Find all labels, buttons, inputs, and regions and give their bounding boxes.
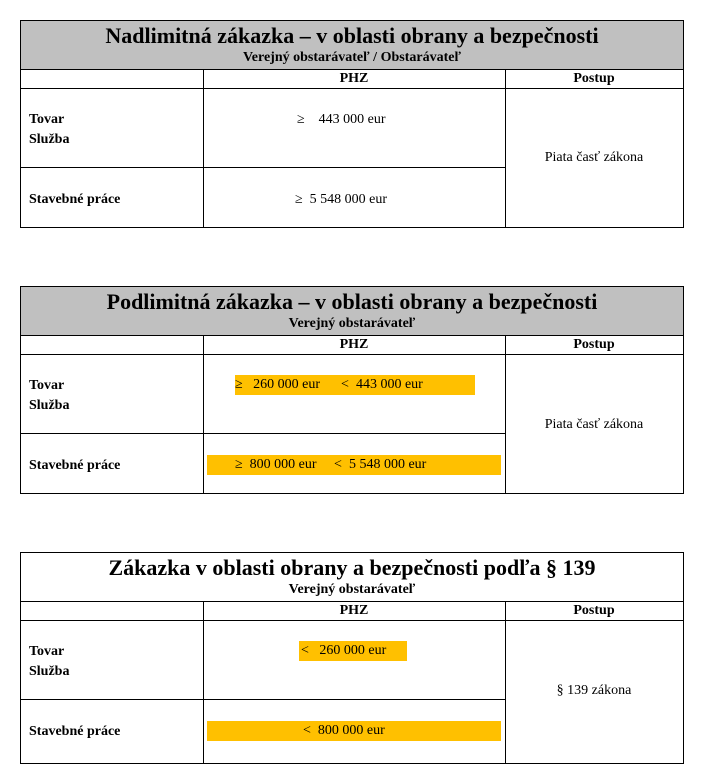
row-label-stavebne-prace: Stavebné práce xyxy=(29,458,121,473)
table-paragraf-139 xyxy=(20,552,684,764)
phz-value-goods-services-highlighted: < 260 000 eur xyxy=(299,641,407,661)
column-divider xyxy=(505,335,506,493)
table-header xyxy=(21,21,683,70)
table-subtitle: Verejný obstarávateľ / Obstarávateľ xyxy=(242,50,462,65)
row-divider xyxy=(21,167,505,168)
table-title: Zákazka v oblasti obrany a bezpečnosti podľa § 139 xyxy=(108,555,596,580)
row-label-sluzba: Služba xyxy=(29,132,70,147)
column-header-phz: PHZ xyxy=(339,603,369,618)
column-header-postup: Postup xyxy=(573,337,615,352)
column-header-phz: PHZ xyxy=(339,337,369,352)
row-label-tovar: Tovar xyxy=(29,112,65,127)
column-header-row xyxy=(21,69,683,89)
column-header-postup: Postup xyxy=(573,71,615,86)
row-divider xyxy=(21,433,505,434)
column-header-row xyxy=(21,601,683,621)
row-label-stavebne-prace: Stavebné práce xyxy=(29,724,121,739)
row-label-tovar: Tovar xyxy=(29,644,65,659)
row-label-sluzba: Služba xyxy=(29,398,70,413)
table-nadlimitna xyxy=(20,20,684,228)
column-divider xyxy=(203,601,204,763)
table-subtitle: Verejný obstarávateľ xyxy=(288,582,416,597)
phz-value-construction-highlighted: ≥ 800 000 eur < 5 548 000 eur xyxy=(207,455,501,475)
row-label-stavebne-prace: Stavebné práce xyxy=(29,192,121,207)
table-subtitle: Verejný obstarávateľ xyxy=(288,316,416,331)
table-title: Nadlimitná zákazka – v oblasti obrany a bezpečnosti xyxy=(105,23,599,48)
table-title: Podlimitná zákazka – v oblasti obrany a bezpečnosti xyxy=(106,289,598,314)
column-divider xyxy=(203,335,204,493)
column-header-postup: Postup xyxy=(573,603,615,618)
row-divider xyxy=(21,699,505,700)
phz-value-construction-highlighted: < 800 000 eur xyxy=(207,721,501,741)
row-label-sluzba: Služba xyxy=(29,664,70,679)
phz-value-construction: ≥ 5 548 000 eur xyxy=(295,192,388,207)
postup-value: § 139 zákona xyxy=(556,683,632,698)
table-podlimitna xyxy=(20,286,684,494)
phz-value-goods-services-highlighted: ≥ 260 000 eur < 443 000 eur xyxy=(235,375,475,395)
phz-value-goods-services: ≥ 443 000 eur xyxy=(297,112,386,127)
table-header xyxy=(21,553,683,602)
postup-value: Piata časť zákona xyxy=(544,150,644,165)
column-divider xyxy=(203,69,204,227)
table-header xyxy=(21,287,683,336)
column-header-row xyxy=(21,335,683,355)
postup-value: Piata časť zákona xyxy=(544,417,644,432)
column-header-phz: PHZ xyxy=(339,71,369,86)
row-label-tovar: Tovar xyxy=(29,378,65,393)
